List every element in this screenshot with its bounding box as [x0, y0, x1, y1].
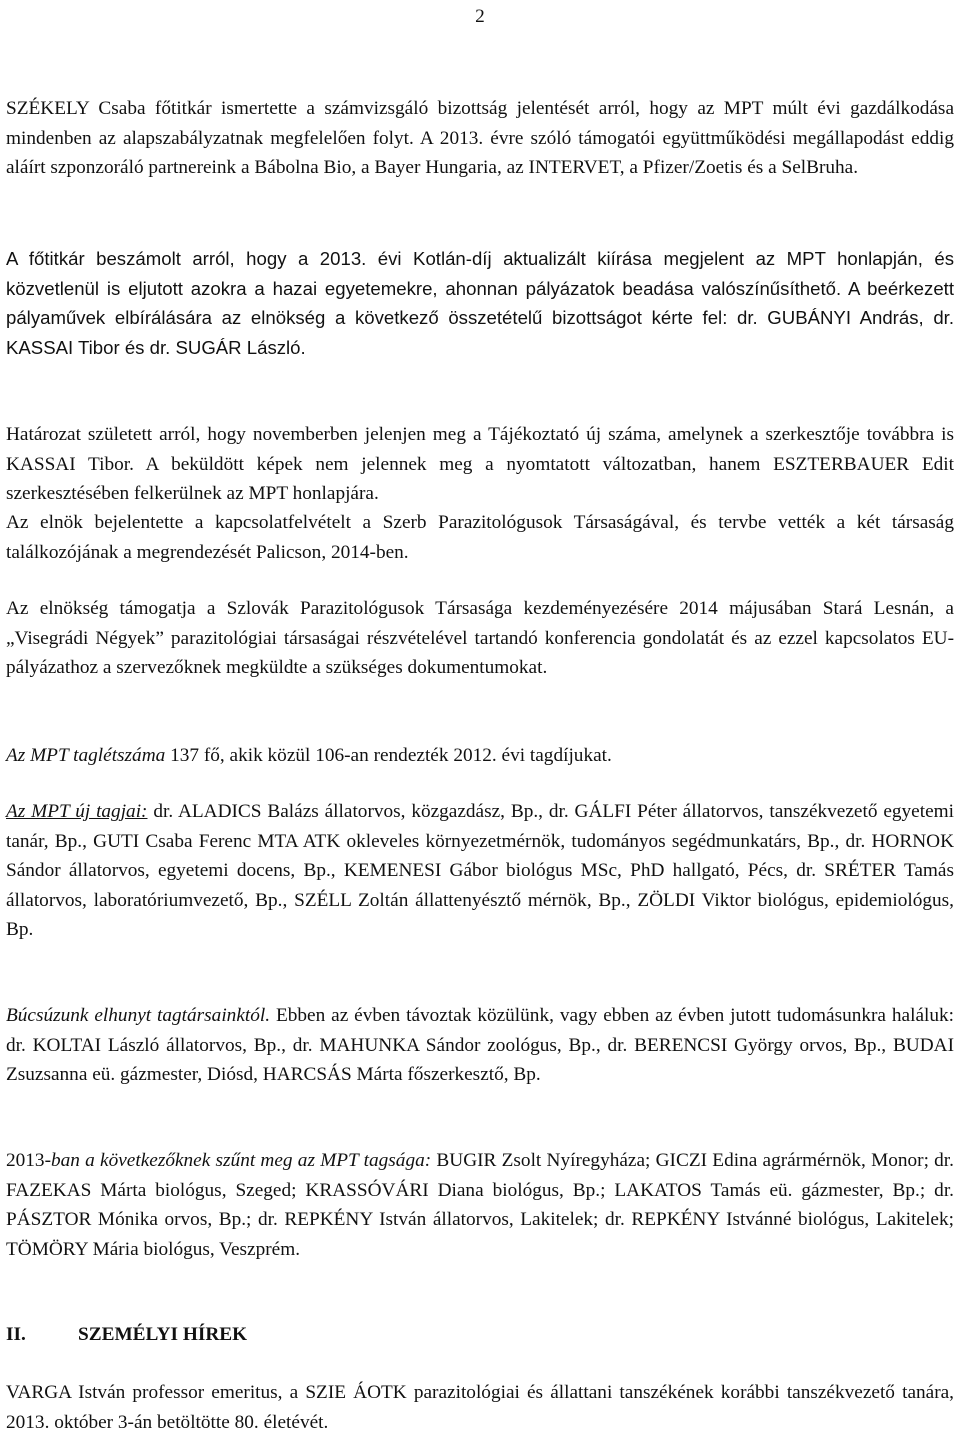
new-members-text: dr. ALADICS Balázs állatorvos, közgazdász, Bp., dr. GÁLFI Péter állatorvos, tanszékvezető egyetemi tanár, Bp., GUTI Csaba Ferenc MTA ATK okleveles környezetmérnök, tudományos segédmunkatárs, Bp., dr. HORNOK Sándor állatorvos, egyetemi docens, Bp., KEMENESI Gábor biológus MSc, PhD hallgató, Pécs, dr. SRÉTER Tamás állatorvos, laboratóriumvezető, Bp., SZÉLL Zoltán állattenyésztő mérnök, Bp., ZÖLDI Viktor biológus, epidemiológus, Bp. — [6, 801, 954, 940]
paragraph-kotlan-award: A főtitkár beszámolt arról, hogy a 2013. évi Kotlán-díj aktualizált kiírása megjelent az MPT honlapján, és közvetlenül is eljutott azokra a hazai egyetemekre, ahonnan pályázatok beadása valószínűsíthető. A beérkezett pályaművek elbírálására az elnökség a következő összetételű bizottságot kérte fel: dr. GUBÁNYI András, dr. KASSAI Tibor és dr. SUGÁR László. — [6, 248, 954, 358]
paragraph-serbian-society: Az elnök bejelentette a kapcsolatfelvételt a Szerb Parazitológusok Társaságával, és tervbe vették a két társaság találkozójának a megrendezését Palicson, 2014-ben. — [6, 512, 954, 563]
paragraph-deceased-members — [6, 1001, 954, 1090]
page-number: 2 — [475, 6, 485, 27]
paragraph-new-members — [6, 797, 954, 945]
paragraph-slovak-conference: Az elnökség támogatja a Szlovák Parazitológusok Társasága kezdeményezésére 2014 májusában Stará Lesnán, a „Visegrádi Négyek” parazitológiai társaságai részvételével tartandó konferencia gondolatát és az ezzel kapcsolatos EU-pályázathoz a szervezőknek megküldte a szükséges dokumentumokat. — [6, 598, 954, 678]
new-members-lead: Az MPT új tagjai: — [6, 801, 148, 822]
ended-memberships-lead: -ban a következőknek szűnt meg az MPT tagsága: — [44, 1150, 432, 1171]
paragraph-audit-report: SZÉKELY Csaba főtitkár ismertette a számvizsgáló bizottság jelentését arról, hogy az MPT múlt évi gazdálkodása mindenben az alapszabályzatnak megfelelően folyt. A 2013. évre szóló támogatói együttműködési megállapodást eddig aláírt szponzoráló partnereink a Bábolna Bio, a Bayer Hungaria, az INTERVET, a Pfizer/Zoetis és a SelBruha. — [6, 98, 954, 178]
deceased-members-lead: Búcsúzunk elhunyt tagtársainktól. — [6, 1005, 271, 1026]
ended-memberships-year: 2013 — [6, 1150, 45, 1171]
membership-count-text: 137 fő, akik közül 106-an rendezték 2012. évi tagdíjukat. — [165, 745, 612, 766]
membership-count-lead: Az MPT taglétszáma — [6, 745, 166, 766]
paragraph-newsletter-decision: Határozat született arról, hogy novemberben jelenjen meg a Tájékoztató új száma, amelynek a szerkesztője továbbra is KASSAI Tibor. A beküldött képek nem jelennek meg a nyomtatott változatban, hanem ESZTERBAUER Edit szerkesztésében felkerülnek az MPT honlapjára. — [6, 424, 954, 504]
deceased-members-text: Ebben az évben távoztak közülünk, vagy ebben az évben jutott tudomásunkra haláluk: dr. KOLTAI László állatorvos, Bp., dr. MAHUNKA Sándor zoológus, Bp., dr. BERENCSI György orvos, Bp., BUDAI Zsuzsanna eü. gázmester, Diósd, HARCSÁS Márta főszerkesztő, Bp. — [6, 1005, 955, 1085]
paragraph-varga-birthday: VARGA István professor emeritus, a SZIE ÁOTK parazitológiai és állattani tanszékének korábbi tanszékvezető tanára, 2013. október 3-án betöltötte 80. életévét. — [6, 1382, 954, 1433]
paragraph-membership-count — [6, 741, 954, 771]
section-title: SZEMÉLYI HÍREK — [78, 1324, 248, 1345]
section-number: II. — [6, 1324, 26, 1345]
paragraph-ended-memberships — [6, 1146, 954, 1264]
ended-memberships-text: BUGIR Zsolt Nyíregyháza; GICZI Edina agrármérnök, Monor; dr. FAZEKAS Márta biológus, Szeged; KRASSÓVÁRI Diana biológus, Bp.; LAKATOS Tamás eü. gázmester, Bp.; dr. PÁSZTOR Mónika orvos, Bp.; dr. REPKÉNY István állatorvos, Lakitelek; dr. REPKÉNY Istvánné biológus, Lakitelek; TÖMÖRY Mária biológus, Veszprém. — [6, 1150, 954, 1260]
section-heading — [6, 1320, 247, 1350]
